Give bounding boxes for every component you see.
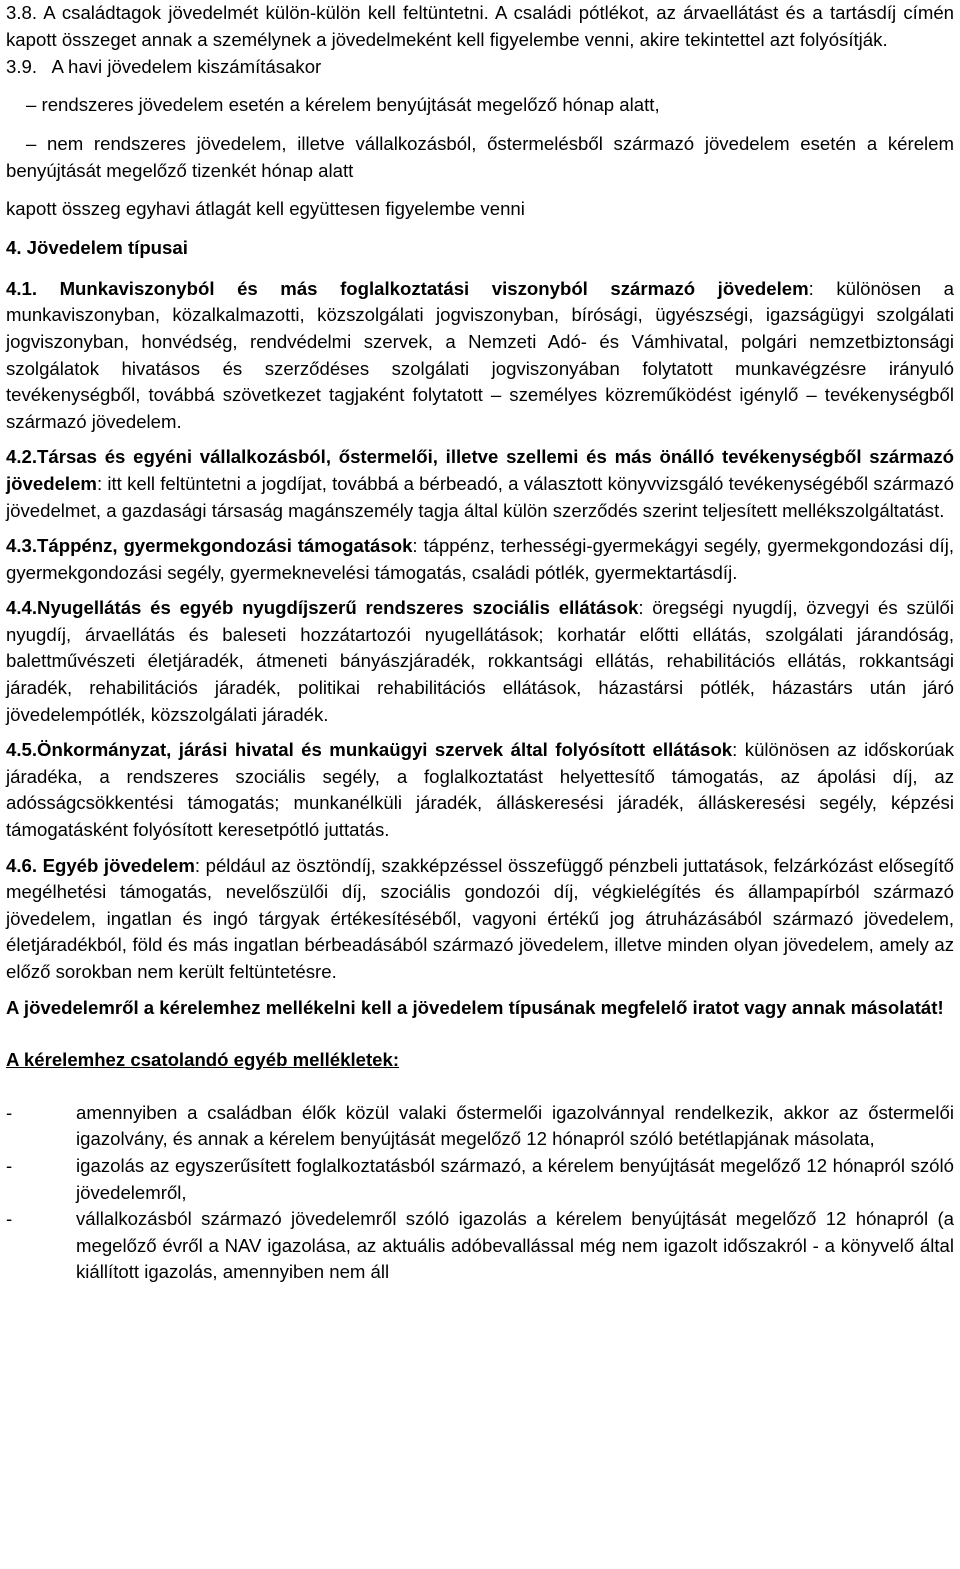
section-number: 4.1.: [6, 277, 38, 299]
paragraph-4-4: [6, 595, 954, 728]
paragraph-4-2: [6, 444, 954, 524]
paragraph-text: A családtagok jövedelmét külön-külön kell feltüntetni. A családi pótlékot, az árvaellátást és a tartásdíj címén kapott összeget annak a személynek a jövedelmeként kell figyelembe venni, akire tekintettel azt folyósítják.: [6, 2, 955, 50]
paragraph-text: : különösen az időskorúak járadéka, a rendszeres szociális segély, a foglalkoztatást helyettesítő támogatás, az ápolási díj, az adósságcsökkentési támogatás; munkanélküli járadék, álláskeresési járadék, álláskeresési segély, képzési támogatásként folyósított keresetpótló juttatás.: [6, 739, 954, 841]
dash-item-regular: – rendszeres jövedelem esetén a kérelem benyújtását megelőző hónap alatt,: [26, 93, 660, 115]
paragraph-3-8: [6, 0, 954, 53]
list-item: [6, 1100, 954, 1153]
section-number: 4.3.: [6, 535, 38, 557]
attachments-list: [6, 1100, 954, 1286]
list-item-text: amennyiben a családban élők közül valaki őstermelői igazolvánnyal rendelkezik, akkor az őstermelői igazolvány, és annak a kérelem benyújtását megelőző 12 hónapról szóló betétlapjának másolata,: [76, 1101, 954, 1150]
paragraph-heading: Táppénz, gyermekgondozási támogatások: [37, 535, 413, 557]
bullet: -: [6, 1208, 13, 1230]
section-number: 4.6.: [6, 854, 38, 876]
section-number: 4.4.: [6, 597, 38, 619]
list-item-text: igazolás az egyszerűsített foglalkoztatásból származó, a kérelem benyújtását megelőző 12 hónapról szóló jövedelemről,: [76, 1154, 954, 1203]
bullet: -: [6, 1154, 13, 1176]
dash-item-irregular: [6, 131, 954, 184]
paragraph-text: : itt kell feltüntetni a jogdíjat, továbbá a bérbeadó, a választott könyvvizsgáló tevékenységéből származó jövedelmet, a gazdasági társaság magánszemély tagja által külön szerződés szerint teljesített mellékszolgáltatást.: [6, 472, 954, 521]
paragraph-4-3: [6, 533, 954, 586]
paragraph-text: : öregségi nyugdíj, özvegyi és szülői nyugdíj, árvaellátás és baleseti hozzátartozói nyugellátások; korhatár előtti ellátás, szolgálati járandóság, balettművészeti életjáradék, átmeneti bányászjáradék, rokkantsági ellátás, rehabilitációs ellátás, rokkantsági járadék, rehabilitációs járadék, politikai rehabilitációs ellátások, házastársi pótlék, házastárs után járó jövedelempótlék, közszolgálati járadék.: [6, 597, 954, 725]
paragraph-text: : táppénz, terhességi-gyermekágyi segély, gyermekgondozási díj, gyermekgondozási segély, gyermeknevelési támogatás, családi pótlék, gyermektartásdíj.: [6, 535, 954, 583]
paragraph-heading: Társas és egyéni vállalkozásból, őstermelői, illetve szellemi és más önálló tevékenységből származó jövedelem: [6, 446, 954, 494]
list-item: [6, 1206, 954, 1286]
section-number: 3.8.: [6, 2, 38, 23]
paragraph-text: A havi jövedelem kiszámításakor: [51, 56, 322, 78]
paragraph-heading: Önkormányzat, járási hivatal és munkaügyi szervek által folyósított ellátások: [37, 739, 733, 761]
paragraph-3-9-tail: kapott összeg egyhavi átlagát kell együttesen figyelembe venni: [6, 197, 525, 219]
list-item-text: vállalkozásból származó jövedelemről szóló igazolás a kérelem benyújtását megelőző 12 hónapról (a megelőző évről a NAV igazolása, az aktuális adóbevallással még nem igazolt időszakról - a könyvelő által kiállított igazolás, amennyiben nem áll: [76, 1208, 954, 1283]
paragraph-text: : például az ösztöndíj, szakképzéssel összefüggő pénzbeli juttatások, felzárkózást elősegítő megélhetési támogatás, nevelőszülői díj, szociális gondozói díj, végkielégítés és állampapírból származó jövedelem, ingatlan és ingó tárgyak értékesítéséből, vagyoni értékű jog átruházásából származó jövedelem, életjáradékból, föld és más ingatlan bérbeadásából származó jövedelem, illetve minden olyan jövedelem, amely az előző sorokban nem került feltüntetésre.: [6, 854, 954, 982]
list-item: [6, 1153, 954, 1206]
section-4-title: 4. Jövedelem típusai: [6, 237, 188, 259]
section-number: 4.2.: [6, 446, 38, 468]
paragraph-4-6: [6, 853, 954, 986]
paragraph-4-1: [6, 276, 954, 436]
paragraph-text: : különösen a munkaviszonyban, közalkalmazotti, közszolgálati jogviszonyban, bírósági, ügyészségi, igazságügyi szolgálati jogviszonyban, honvédség, rendvédelmi szervek, a Nemzeti Adó- és Vámhivatal, polgári nemzetbiztonsági szolgálatok hivatásos és szerződéses szolgálati jogviszonyában folytatott munkavégzésre irányuló tevékenységből, továbbá szövetkezet tagjaként folytatott – személyes közreműködést igénylő – tevékenységből származó jövedelem.: [6, 277, 954, 432]
paragraph-heading: Egyéb jövedelem: [42, 854, 195, 876]
paragraph-text: – nem rendszeres jövedelem, illetve vállalkozásból, őstermelésből származó jövedelem esetén a kérelem benyújtását megelőző tizenkét hónap alatt: [6, 133, 954, 181]
section-number: 4.5.: [6, 739, 38, 761]
paragraph-heading: Nyugellátás és egyéb nyugdíjszerű rendszeres szociális ellátások: [37, 597, 639, 619]
section-number: 3.9.: [6, 56, 38, 78]
notice-bold: A jövedelemről a kérelemhez mellékelni kell a jövedelem típusának megfelelő iratot vagy annak másolatát!: [6, 996, 944, 1018]
paragraph-3-9: [6, 54, 954, 81]
attachments-title: A kérelemhez csatolandó egyéb mellékletek:: [6, 1049, 400, 1071]
paragraph-4-5: [6, 737, 954, 843]
bullet: -: [6, 1101, 13, 1123]
paragraph-heading: Munkaviszonyból és más foglalkoztatási viszonyból származó jövedelem: [59, 277, 809, 299]
